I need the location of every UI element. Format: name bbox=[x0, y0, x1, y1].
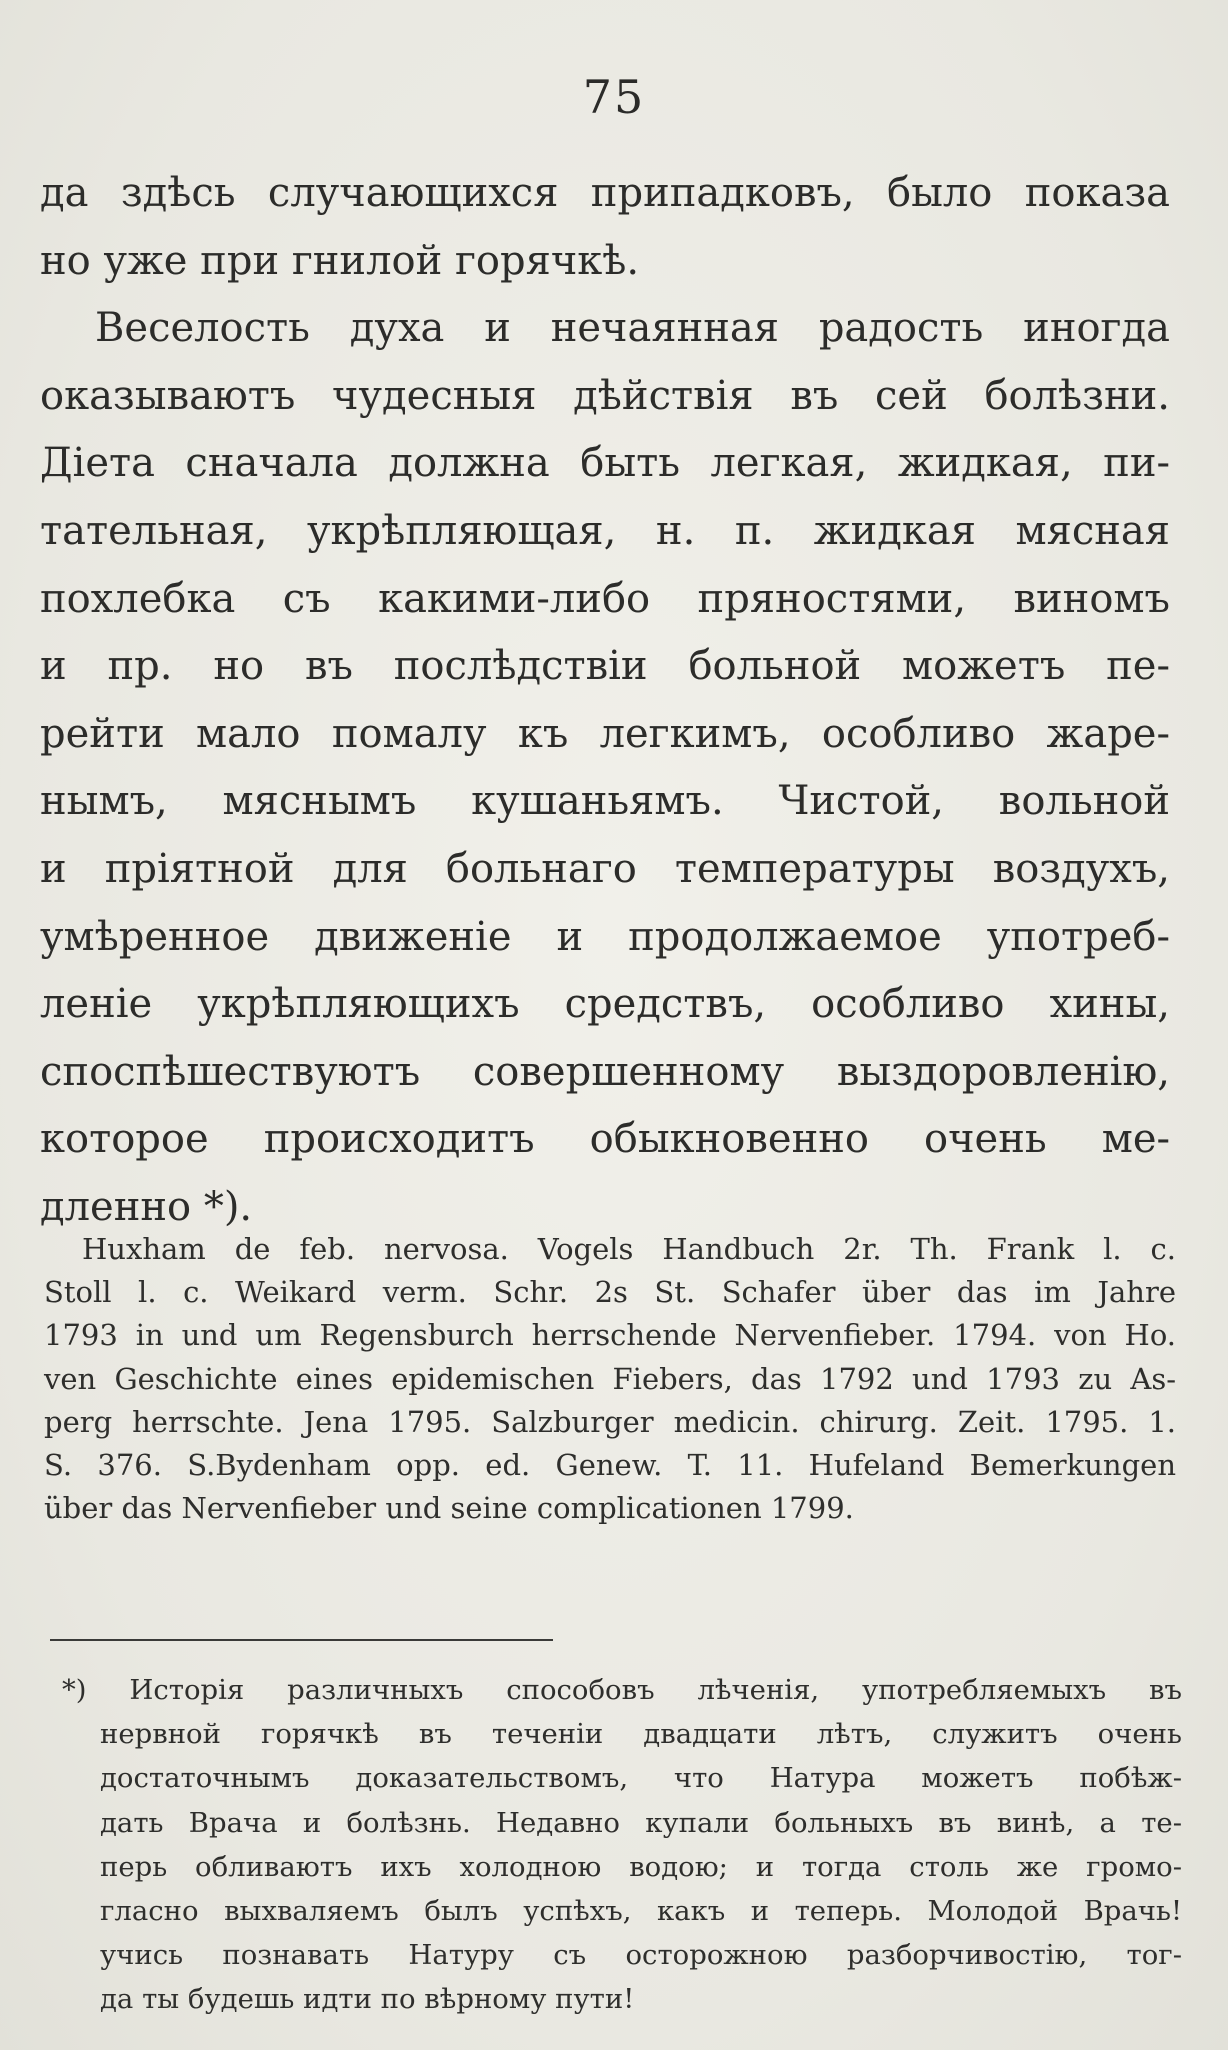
footnote-block bbox=[62, 1668, 1182, 2022]
main-text-line: тательная, укрѣпляющая, н. п. жидкая мясная bbox=[40, 507, 1170, 554]
reference-line: perg herrschte. Jena 1795. Salzburger medicin. chirurg. Zeit. 1795. 1. bbox=[44, 1404, 1176, 1439]
main-text-line: рейти мало помалу къ легкимъ, особливо жаре- bbox=[40, 710, 1170, 757]
footnote-line: гласно выхваляемъ былъ успѣхъ, какъ и теперь. Молодой Врачь! bbox=[100, 1895, 1182, 1928]
reference-line: 1793 in und um Regensburch herrschende Nervenfieber. 1794. von Ho. bbox=[44, 1318, 1176, 1353]
reference-line: Stoll l. c. Weikard verm. Schr. 2s St. Schafer über das im Jahre bbox=[44, 1275, 1176, 1310]
main-text-line: оказываютъ чудесныя дѣйствія въ сей болѣзни. bbox=[40, 372, 1170, 419]
footnote-divider bbox=[50, 1639, 553, 1641]
footnote-line: нервной горячкѣ въ теченіи двадцати лѣтъ, служитъ очень bbox=[100, 1718, 1182, 1751]
main-text-line: дленно *). bbox=[40, 1183, 253, 1230]
references-block bbox=[44, 1228, 1176, 1530]
main-text-line: нымъ, мяснымъ кушаньямъ. Чистой, вольной bbox=[40, 778, 1170, 825]
main-text-line: умѣренное движеніе и продолжаемое употреб- bbox=[40, 913, 1170, 960]
reference-line: ven Geschichte eines epidemischen Fiebers, das 1792 und 1793 zu As- bbox=[44, 1361, 1176, 1396]
footnote-line: дать Врача и болѣзнь. Недавно купали больныхъ въ винѣ, а те- bbox=[100, 1806, 1182, 1839]
main-text-line: и пріятной для больнаго температуры воздухъ, bbox=[40, 845, 1170, 892]
main-text-line: леніе укрѣпляющихъ средствъ, особливо хины, bbox=[40, 981, 1170, 1028]
main-text-line: да здѣсь случающихся припадковъ, было показа bbox=[40, 170, 1170, 216]
footnote-line: достаточнымъ доказательствомъ, что Натура можетъ побѣж- bbox=[100, 1762, 1182, 1795]
reference-line: S. 376. S.Bydenham opp. ed. Genew. T. 11. Hufeland Bemerkungen bbox=[44, 1448, 1176, 1483]
page-number: 75 bbox=[582, 70, 646, 124]
main-text-line: но уже при гнилой горячкѣ. bbox=[40, 237, 640, 284]
main-text-line: Веселость духа и нечаянная радость иногда bbox=[95, 305, 1170, 352]
main-text-line: Діета сначала должна быть легкая, жидкая, пи- bbox=[40, 440, 1170, 487]
reference-line: über das Nervenfieber und seine complicationen 1799. bbox=[44, 1491, 854, 1526]
footnote-line: перь обливаютъ ихъ холодною водою; и тогда столь же громо- bbox=[100, 1850, 1182, 1883]
main-text-line: споспѣшествуютъ совершенному выздоровленію, bbox=[40, 1048, 1170, 1095]
main-text-line: и пр. но въ послѣдствіи больной можетъ пе- bbox=[40, 643, 1170, 690]
reference-line: Huxham de feb. nervosa. Vogels Handbuch 2r. Th. Frank l. c. bbox=[82, 1232, 1176, 1266]
main-text-block bbox=[40, 160, 1170, 1242]
footnote-line: *) Исторія различныхъ способовъ лѣченія, употребляемыхъ въ bbox=[62, 1674, 1182, 1706]
footnote-line: учись познавать Натуру съ осторожною разборчивостію, тог- bbox=[100, 1939, 1182, 1972]
footnote-line: да ты будешь идти по вѣрному пути! bbox=[100, 1983, 635, 2016]
main-text-line: которое происходитъ обыкновенно очень ме- bbox=[40, 1116, 1170, 1163]
main-text-line: похлебка съ какими-либо пряностями, виномъ bbox=[40, 575, 1170, 622]
